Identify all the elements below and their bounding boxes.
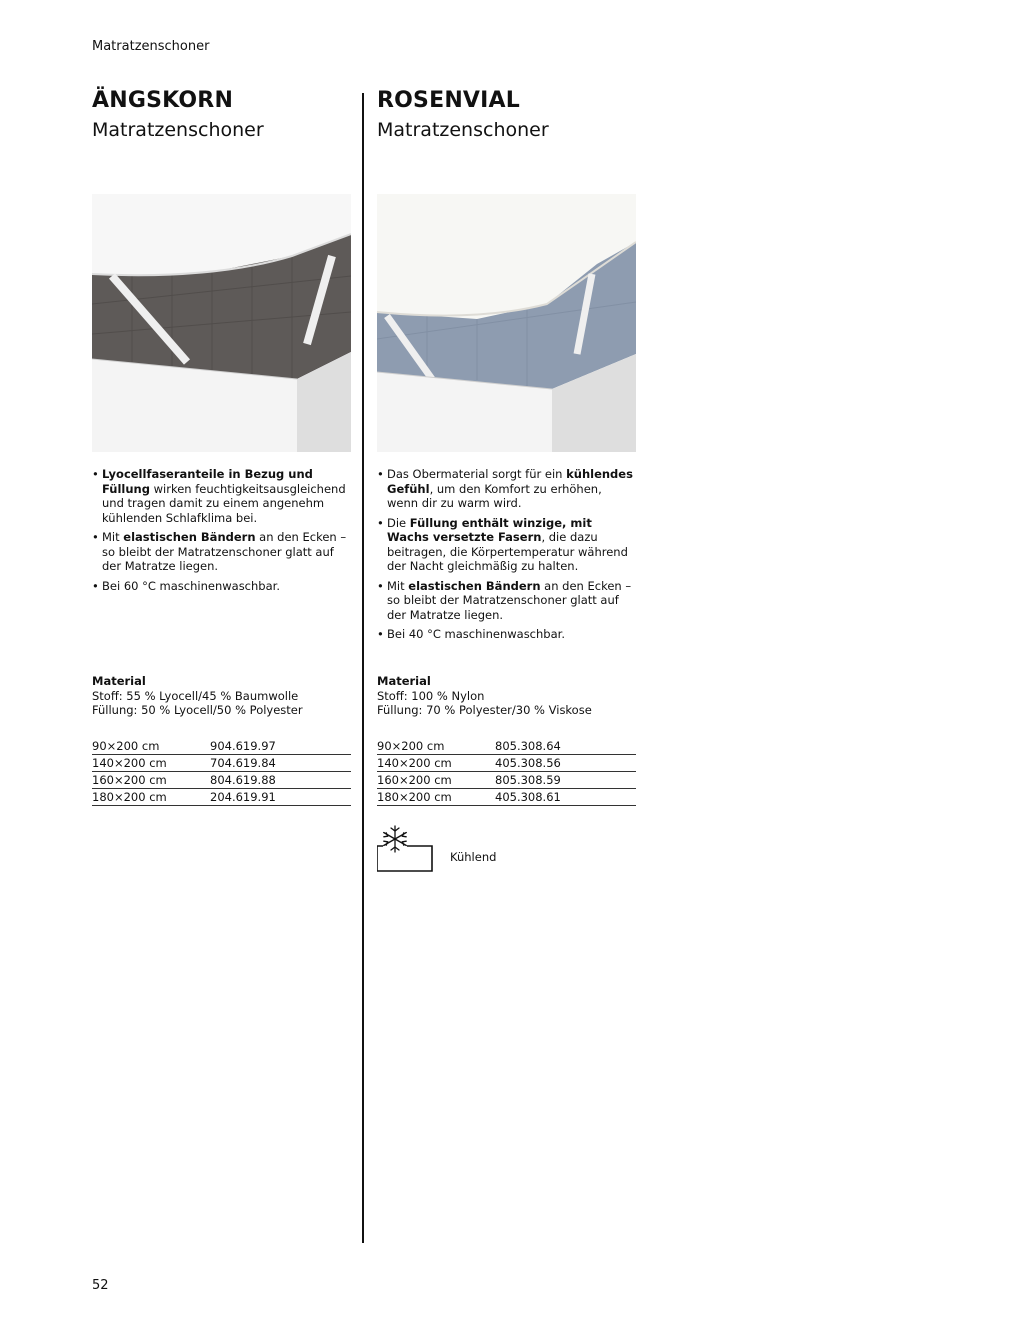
article-number-cell: 704.619.84 xyxy=(210,755,351,772)
article-number-cell: 405.308.61 xyxy=(495,789,636,806)
material-block xyxy=(92,674,351,718)
material-line: Füllung: 50 % Lyocell/50 % Polyester xyxy=(92,703,303,717)
article-number-cell: 805.308.64 xyxy=(495,738,636,755)
feature-text: , um den Komfort zu erhöhen, wenn dir zu warm wird. xyxy=(387,481,602,510)
size-cell: 140×200 cm xyxy=(92,755,210,772)
size-article-table xyxy=(92,738,351,806)
table-row xyxy=(377,738,636,755)
feature-text-bold: kühlendes Gefühl xyxy=(387,467,633,496)
feature-text-bold: Lyocellfaseranteile in Bezug und Füllung xyxy=(102,467,313,496)
article-number-cell: 204.619.91 xyxy=(210,789,351,806)
product-name: ROSENVIAL xyxy=(377,88,520,113)
page-number: 52 xyxy=(92,1278,109,1293)
table-row xyxy=(377,789,636,806)
snowflake-icon xyxy=(377,824,433,874)
product-name: ÄNGSKORN xyxy=(92,88,234,113)
table-row xyxy=(92,789,351,806)
feature-text-bold: Füllung enthält winzige, mit Wachs versetzte Fasern xyxy=(387,515,592,544)
size-cell: 160×200 cm xyxy=(92,772,210,789)
feature-item xyxy=(377,579,636,623)
size-cell: 180×200 cm xyxy=(377,789,495,806)
mattress-protector-photo xyxy=(92,194,351,452)
size-cell: 90×200 cm xyxy=(377,738,495,755)
section-label: Matratzenschoner xyxy=(92,39,210,54)
feature-text: Mit xyxy=(387,578,409,593)
article-number-cell: 805.308.59 xyxy=(495,772,636,789)
feature-list xyxy=(377,467,636,647)
size-cell: 180×200 cm xyxy=(92,789,210,806)
material-heading: Material xyxy=(92,674,146,688)
mattress-protector-photo xyxy=(377,194,636,452)
feature-badge-label: Kühlend xyxy=(450,850,497,864)
article-number-cell: 904.619.97 xyxy=(210,738,351,755)
material-block xyxy=(377,674,636,718)
size-cell: 160×200 cm xyxy=(377,772,495,789)
column-divider xyxy=(362,93,364,1243)
feature-text: an den Ecken – so bleibt der Matratzenschoner glatt auf der Matratze liegen. xyxy=(102,530,347,573)
product-column-angskorn xyxy=(92,86,351,804)
feature-text: an den Ecken – so bleibt der Matratzenschoner glatt auf der Matratze liegen. xyxy=(387,578,632,622)
table-row xyxy=(92,755,351,772)
table-row xyxy=(377,755,636,772)
article-number-cell: 804.619.88 xyxy=(210,772,351,789)
feature-text: wirken feuchtigkeitsausgleichend und tragen damit zu einem angenehm kühlenden Schlafklima bei. xyxy=(102,481,346,525)
table-row xyxy=(92,738,351,755)
feature-text-bold: elastischen Bändern xyxy=(123,530,256,544)
feature-text: Bei 60 °C maschinenwaschbar. xyxy=(102,578,280,593)
feature-item xyxy=(377,627,636,642)
table-row xyxy=(377,772,636,789)
product-column-rosenvial xyxy=(377,86,636,864)
feature-item xyxy=(92,579,351,594)
material-line: Stoff: 55 % Lyocell/45 % Baumwolle xyxy=(92,688,299,703)
feature-item xyxy=(92,467,351,525)
material-line: Stoff: 100 % Nylon xyxy=(377,688,485,703)
feature-text: , die dazu beitragen, die Körpertemperatur während der Nacht gleichmäßig zu halten. xyxy=(387,530,628,573)
feature-text: Mit xyxy=(102,530,124,544)
size-cell: 140×200 cm xyxy=(377,755,495,772)
material-heading: Material xyxy=(377,674,431,688)
size-cell: 90×200 cm xyxy=(92,738,210,755)
feature-text: Die xyxy=(387,515,410,530)
table-row xyxy=(92,772,351,789)
feature-list xyxy=(92,467,351,598)
product-type: Matratzenschoner xyxy=(377,119,549,141)
feature-text-bold: elastischen Bändern xyxy=(408,578,541,593)
feature-text: Bei 40 °C maschinenwaschbar. xyxy=(387,627,565,641)
feature-text: Das Obermaterial sorgt für ein xyxy=(387,467,567,481)
feature-item xyxy=(377,516,636,574)
material-line: Füllung: 70 % Polyester/30 % Viskose xyxy=(377,703,592,717)
feature-item xyxy=(92,530,351,574)
size-article-table xyxy=(377,738,636,806)
article-number-cell: 405.308.56 xyxy=(495,755,636,772)
product-type: Matratzenschoner xyxy=(92,119,264,141)
feature-item xyxy=(377,467,636,511)
